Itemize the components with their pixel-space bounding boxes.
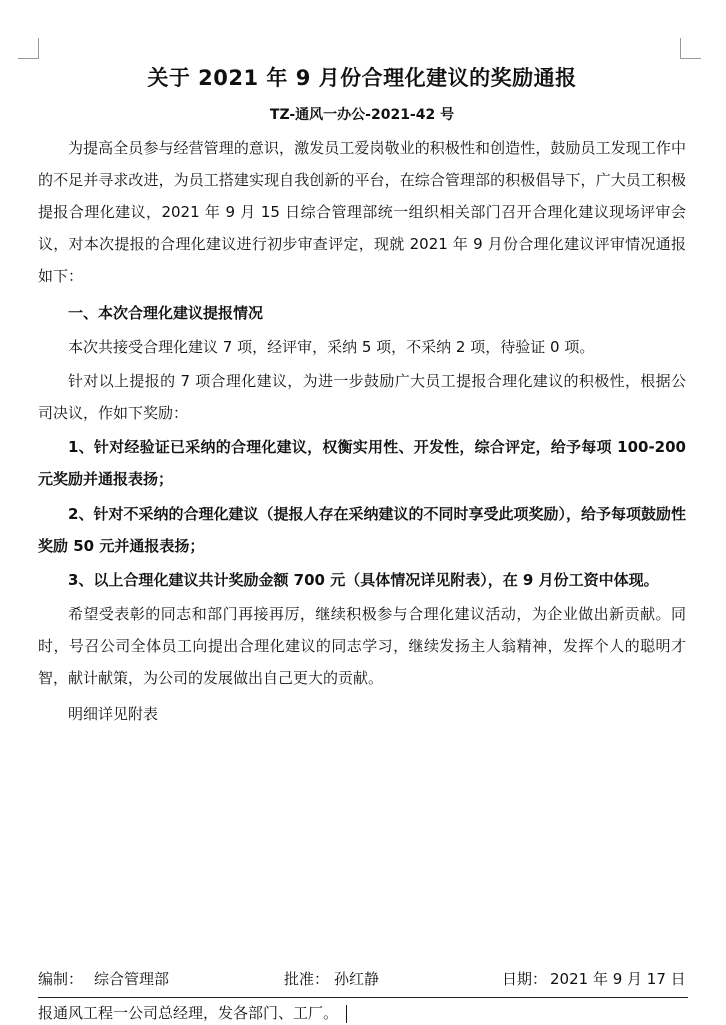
page-corner-mark-top-left bbox=[18, 38, 39, 59]
signature-footer bbox=[38, 968, 686, 994]
prepared-value: 综合管理部 bbox=[94, 970, 170, 988]
distribution-text: 报通风工程一公司总经理，发各部门、工厂。 bbox=[38, 1004, 339, 1022]
rewards-intro-paragraph: 针对以上提报的 7 项合理化建议，为进一步鼓励广大员工提报合理化建议的积极性，根据公司决议，作如下奖励： bbox=[38, 372, 686, 422]
summary-paragraph: 本次共接受合理化建议 7 项，经评审，采纳 5 项，不采纳 2 项，待验证 0 项。 bbox=[68, 338, 595, 356]
reward-item-3: 3、以上合理化建议共计奖励金额 700 元（具体情况详见附表），在 9 月份工资中体现。 bbox=[68, 571, 659, 589]
text-cursor bbox=[346, 1005, 347, 1023]
reward-item-1: 1、针对经验证已采纳的合理化建议，权衡实用性、开发性，综合评定，给予每项 100-200 元奖励并通报表扬； bbox=[38, 438, 686, 488]
closing-paragraph: 希望受表彰的同志和部门再接再厉，继续积极参与合理化建议活动，为企业做出新贡献。同时，号召公司全体员工向提出合理化建议的同志学习，继续发扬主人翁精神，发挥个人的聪明才智，献计献策，为公司的发展做出自己更大的贡献。 bbox=[38, 605, 686, 687]
intro-paragraph: 为提高全员参与经营管理的意识，激发员工爱岗敬业的积极性和创造性，鼓励员工发现工作中的不足并寻求改进，为员工搭建实现自我创新的平台，在综合管理部的积极倡导下，广大员工积极提报合理化建议，2021 年 9 月 15 日综合管理部统一组织相关部门召开合理化建议现场评审会议，对本次提报的合理化建议进行初步审查评定，现就 2021 年 9 月份合理化建议评审情况通报如下： bbox=[38, 139, 686, 285]
page-corner-mark-top-right bbox=[680, 38, 701, 59]
distribution-line[interactable] bbox=[38, 1002, 347, 1023]
approved-value: 孙红静 bbox=[334, 970, 380, 988]
date-value: 2021 年 9 月 17 日 bbox=[550, 970, 686, 988]
document-title: 关于 2021 年 9 月份合理化建议的奖励通报 bbox=[147, 66, 577, 90]
reward-item-2: 2、针对不采纳的合理化建议（提报人存在采纳建议的不同时享受此项奖励），给予每项鼓励性奖励 50 元并通报表扬； bbox=[38, 505, 686, 555]
attachment-note: 明细详见附表 bbox=[68, 705, 159, 723]
date-label: 日期： bbox=[502, 970, 548, 988]
document-number: TZ-通风一办公-2021-42 号 bbox=[269, 107, 455, 123]
approved-label: 批准： bbox=[284, 970, 330, 988]
footer-divider bbox=[38, 997, 688, 998]
section1-heading: 一、本次合理化建议提报情况 bbox=[68, 304, 264, 322]
prepared-label: 编制： bbox=[38, 970, 84, 988]
